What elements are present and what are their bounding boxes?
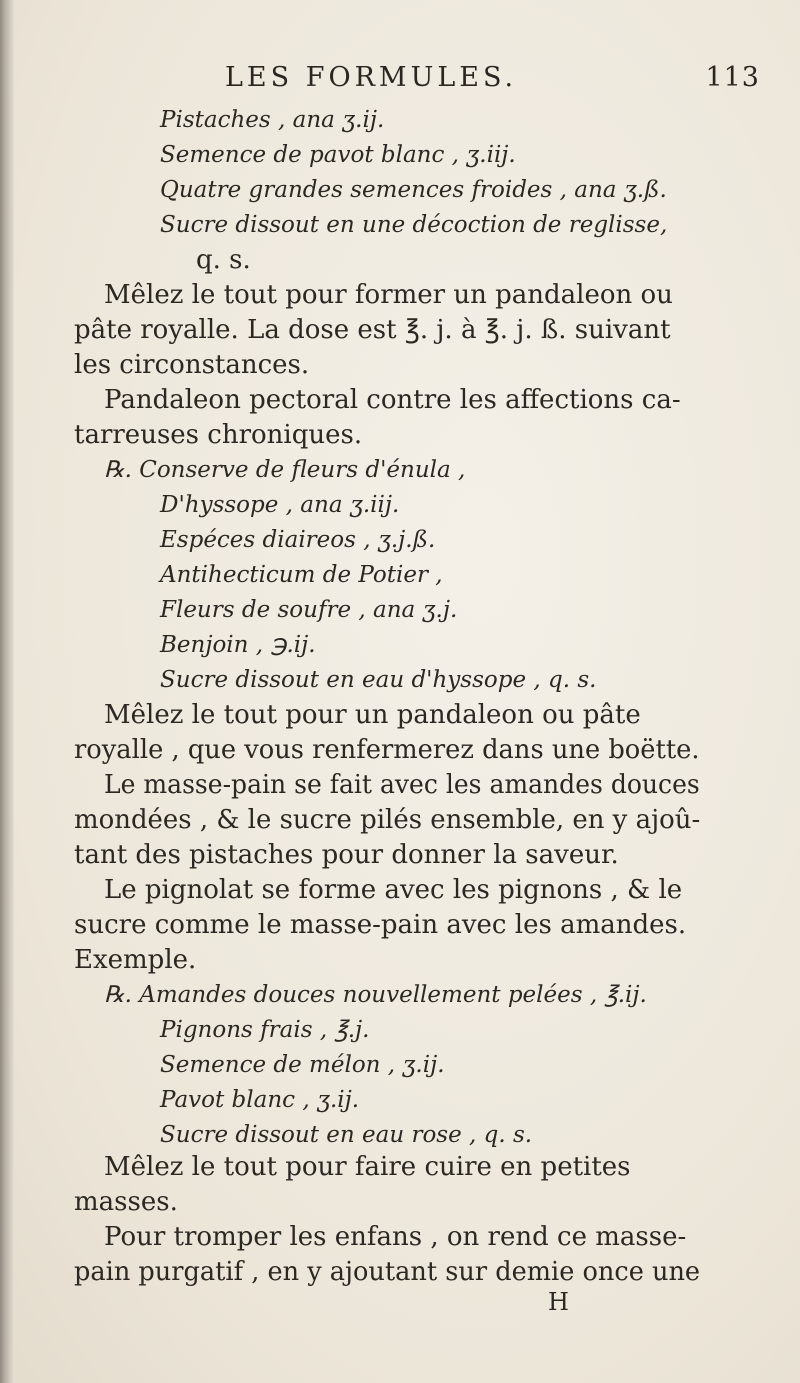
text-line: Pour tromper les enfans , on rend ce masse-	[104, 1222, 687, 1252]
page-number: 113	[705, 62, 760, 93]
text-line: masses.	[74, 1187, 178, 1217]
text-line: Exemple.	[74, 945, 197, 975]
text-line: Mêlez le tout pour un pandaleon ou pâte	[104, 700, 641, 730]
text-line: Semence de mélon , ʒ.ij.	[160, 1052, 445, 1078]
text-line: Le pignolat se forme avec les pignons , & le	[104, 875, 683, 905]
text-line: pâte royalle. La dose est ℥. j. à ℥. j. ß. suivant	[74, 315, 671, 345]
text-line: mondées , & le sucre pilés ensemble, en y ajoû-	[74, 805, 701, 835]
text-line: q. s.	[196, 245, 251, 275]
text-line: ℞. Conserve de fleurs d'énula ,	[104, 457, 466, 483]
text-line: D'hyssope , ana ʒ.iij.	[160, 492, 400, 518]
text-line: tarreuses chroniques.	[74, 420, 363, 450]
text-line: Le masse-pain se fait avec les amandes douces	[104, 770, 700, 800]
text-line: Sucre dissout en eau d'hyssope , q. s.	[160, 667, 597, 693]
text-line: Sucre dissout en eau rose , q. s.	[160, 1122, 533, 1148]
page-gutter	[0, 0, 14, 1383]
text-line: Pignons frais , ℥.j.	[160, 1017, 370, 1043]
text-line: Pandaleon pectoral contre les affections ca-	[104, 385, 681, 415]
text-line: royalle , que vous renfermerez dans une boëtte.	[74, 735, 700, 765]
text-line: Benjoin , ℈.ij.	[160, 632, 316, 658]
text-line: Espéces diaireos , ʒ.j.ß.	[160, 527, 436, 553]
header-title: LES FORMULES.	[225, 62, 518, 93]
text-line: Mêlez le tout pour former un pandaleon ou	[104, 280, 673, 310]
signature-mark: H	[548, 1288, 569, 1316]
text-line: Quatre grandes semences froides , ana ʒ.ß.	[160, 177, 667, 203]
text-line: tant des pistaches pour donner la saveur.	[74, 840, 619, 870]
text-line: Pavot blanc , ʒ.ij.	[160, 1087, 360, 1113]
text-line: Semence de pavot blanc , ʒ.iij.	[160, 142, 516, 168]
text-line: ℞. Amandes douces nouvellement pelées , ℥.ij.	[104, 982, 647, 1008]
running-header	[225, 62, 760, 93]
text-line: les circonstances.	[74, 350, 310, 380]
text-line: Sucre dissout en une décoction de reglisse,	[160, 212, 668, 238]
text-line: Pistaches , ana ʒ.ij.	[160, 107, 385, 133]
text-line: pain purgatif , en y ajoutant sur demie once une	[74, 1257, 701, 1287]
text-line: Antihecticum de Potier ,	[160, 562, 443, 588]
text-line: Mêlez le tout pour faire cuire en petites	[104, 1152, 631, 1182]
text-line: Fleurs de soufre , ana ʒ.j.	[160, 597, 458, 623]
text-line: sucre comme le masse-pain avec les amandes.	[74, 910, 687, 940]
